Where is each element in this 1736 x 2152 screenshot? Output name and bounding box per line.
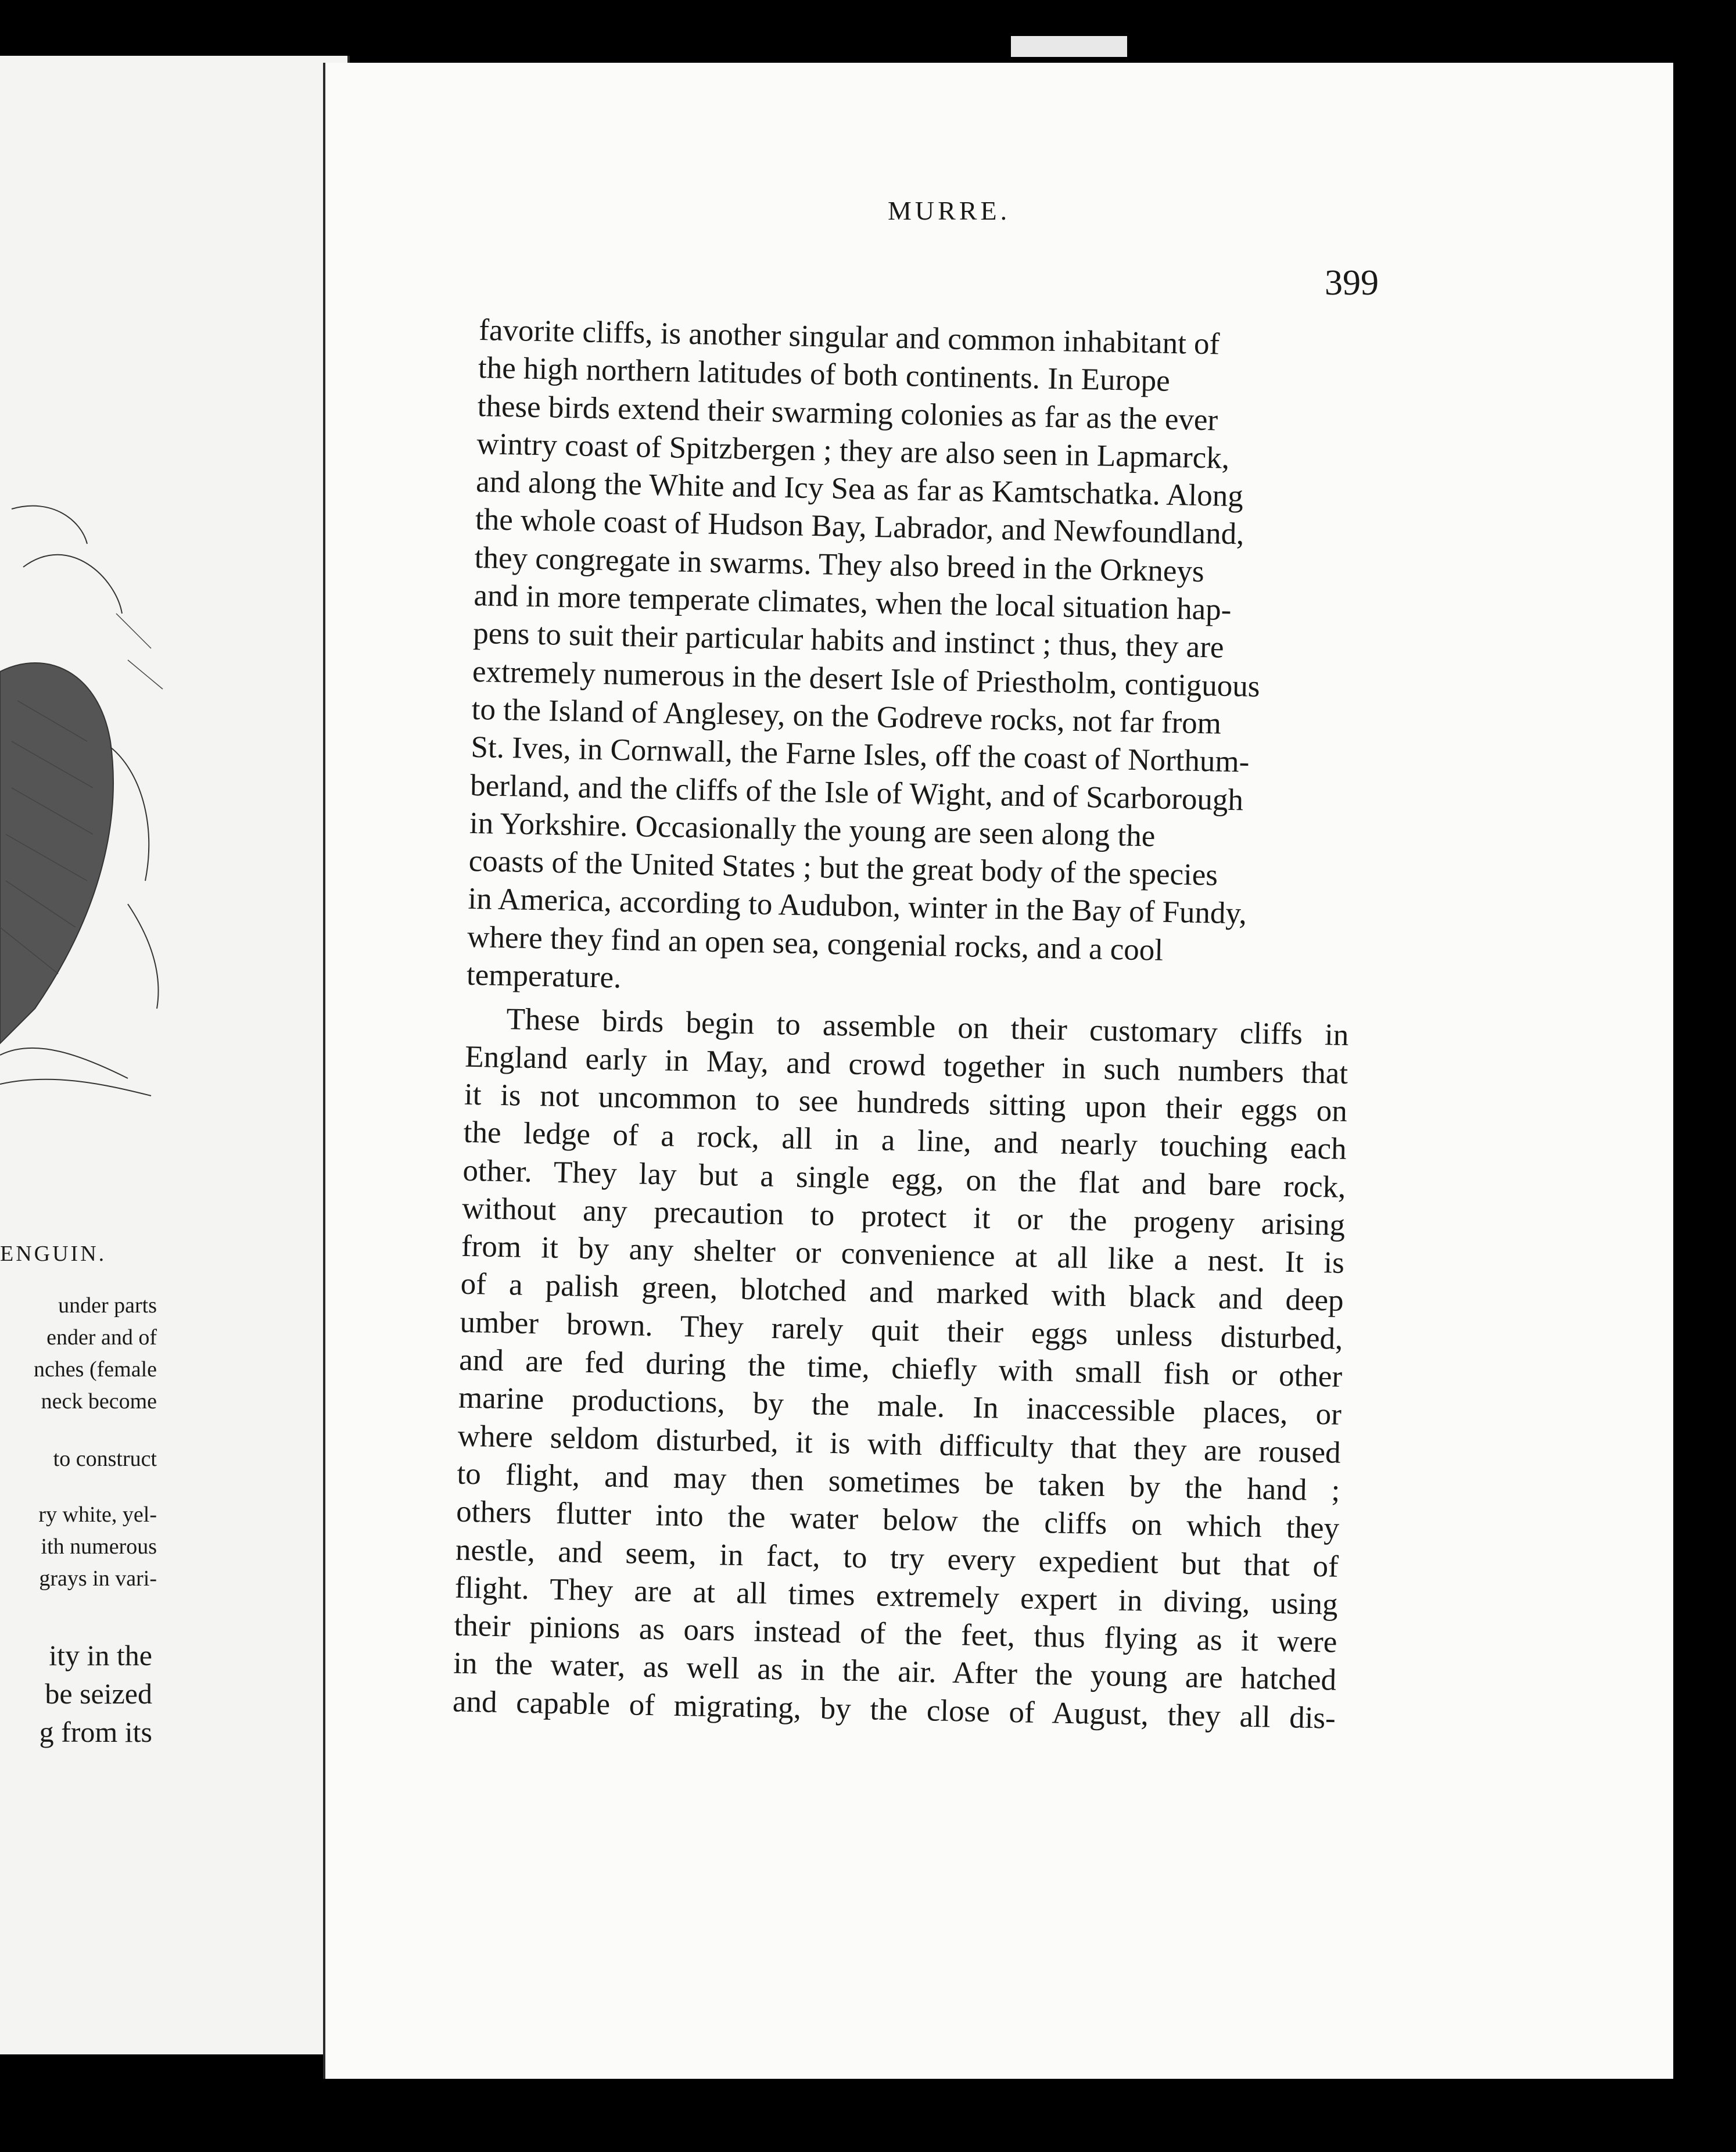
text-line: nestle, and seem, in fact, to try every expedient but that of — [455, 1533, 1339, 1584]
text-line: flight. They are at all times extremely expert in diving, using — [454, 1570, 1339, 1622]
text-line: from it by any shelter or convenience at all like a nest. It is — [461, 1229, 1345, 1281]
text-line: of a palish green, blotched and marked with black and deep — [460, 1267, 1344, 1318]
text-line: extremely numerous in the desert Isle of Priestholm, contiguous — [472, 654, 1261, 704]
text-line: marine productions, by the male. In inaccessible places, or — [458, 1380, 1342, 1432]
text-line: These birds begin to assemble on their customary cliffs in — [506, 1002, 1349, 1053]
left-page — [0, 56, 350, 2054]
text-line: in the water, as well as in the air. After the young are hatched — [453, 1646, 1337, 1698]
text-line: their pinions as oars instead of the feet, thus flying as it were — [454, 1608, 1337, 1659]
text-line: they congregate in swarms. They also breed in the Orkneys — [474, 540, 1205, 589]
text-line: and along the White and Icy Sea as far as Kamtschatka. Along — [475, 465, 1244, 514]
figure-caption: ENGUIN. — [0, 1242, 107, 1266]
text-line: to the Island of Anglesey, on the Godreve rocks, not far from — [471, 692, 1222, 741]
text-line: the whole coast of Hudson Bay, Labrador, and Newfoundland, — [475, 503, 1244, 551]
text-line: favorite cliffs, is another singular and common inhabitant of — [478, 313, 1220, 361]
text-line: others flutter into the water below the cliffs on which they — [455, 1494, 1340, 1545]
text-line: to flight, and may then sometimes be taken by the hand ; — [457, 1457, 1340, 1508]
text-line: without any precaution to protect it or the progeny arising — [461, 1191, 1346, 1242]
text-line: and in more temperate climates, when the local situation hap- — [474, 578, 1232, 627]
text-line: St. Ives, in Cornwall, the Farne Isles, off the coast of Northum- — [471, 730, 1250, 779]
text-line: pens to suit their particular habits and instinct ; thus, they are — [472, 616, 1225, 665]
text-line: and capable of migrating, by the close of August, they all dis- — [452, 1684, 1336, 1735]
text-fragment-c: ry white, yel- ith numerous grays in vari- — [38, 1502, 157, 1591]
paragraph-1 — [466, 311, 1362, 1011]
text-line: in America, according to Audubon, winter in the Bay of Fundy, — [468, 882, 1247, 931]
text-line: England early in May, and crowd together in such numbers that — [464, 1039, 1348, 1091]
text-line: the ledge of a rock, all in a line, and nearly touching each — [463, 1115, 1347, 1167]
penguin-engraving — [0, 497, 174, 1102]
text-line: wintry coast of Spitzbergen ; they are also seen in Lapmarck, — [476, 426, 1230, 475]
text-fragment-b: to construct — [53, 1447, 157, 1471]
text-fragment-a: under parts ender and of nches (female neck become — [33, 1293, 157, 1414]
text-line: it is not uncommon to see hundreds sitting upon their eggs on — [464, 1077, 1348, 1128]
paragraph-2 — [452, 1000, 1349, 1738]
text-line: the high northern latitudes of both continents. In Europe — [478, 351, 1171, 399]
text-line: where they find an open sea, congenial rocks, and a cool — [467, 920, 1164, 967]
text-line: these birds extend their swarming colonies as far as the ever — [477, 389, 1218, 437]
text-line: where seldom disturbed, it is with difficulty that they are roused — [457, 1419, 1342, 1470]
catalog-tag — [1011, 36, 1127, 57]
text-fragment-d: ity in the be seized g from its — [39, 1639, 152, 1748]
text-line: and are fed during the time, chiefly with small fish or other — [458, 1343, 1343, 1394]
text-line: in Yorkshire. Occasionally the young are seen along the — [469, 806, 1156, 853]
text-line: temperature. — [466, 957, 622, 995]
running-head: MURRE. — [888, 196, 1011, 225]
text-line: other. They lay but a single egg, on the flat and bare rock, — [462, 1153, 1346, 1204]
body-text — [452, 311, 1362, 1744]
page-number: 399 — [1325, 263, 1379, 303]
text-line: berland, and the cliffs of the Isle of Wight, and of Scarborough — [469, 768, 1244, 817]
text-line: umber brown. They rarely quit their eggs unless disturbed, — [460, 1305, 1343, 1356]
text-line: coasts of the United States ; but the great body of the species — [468, 844, 1218, 892]
